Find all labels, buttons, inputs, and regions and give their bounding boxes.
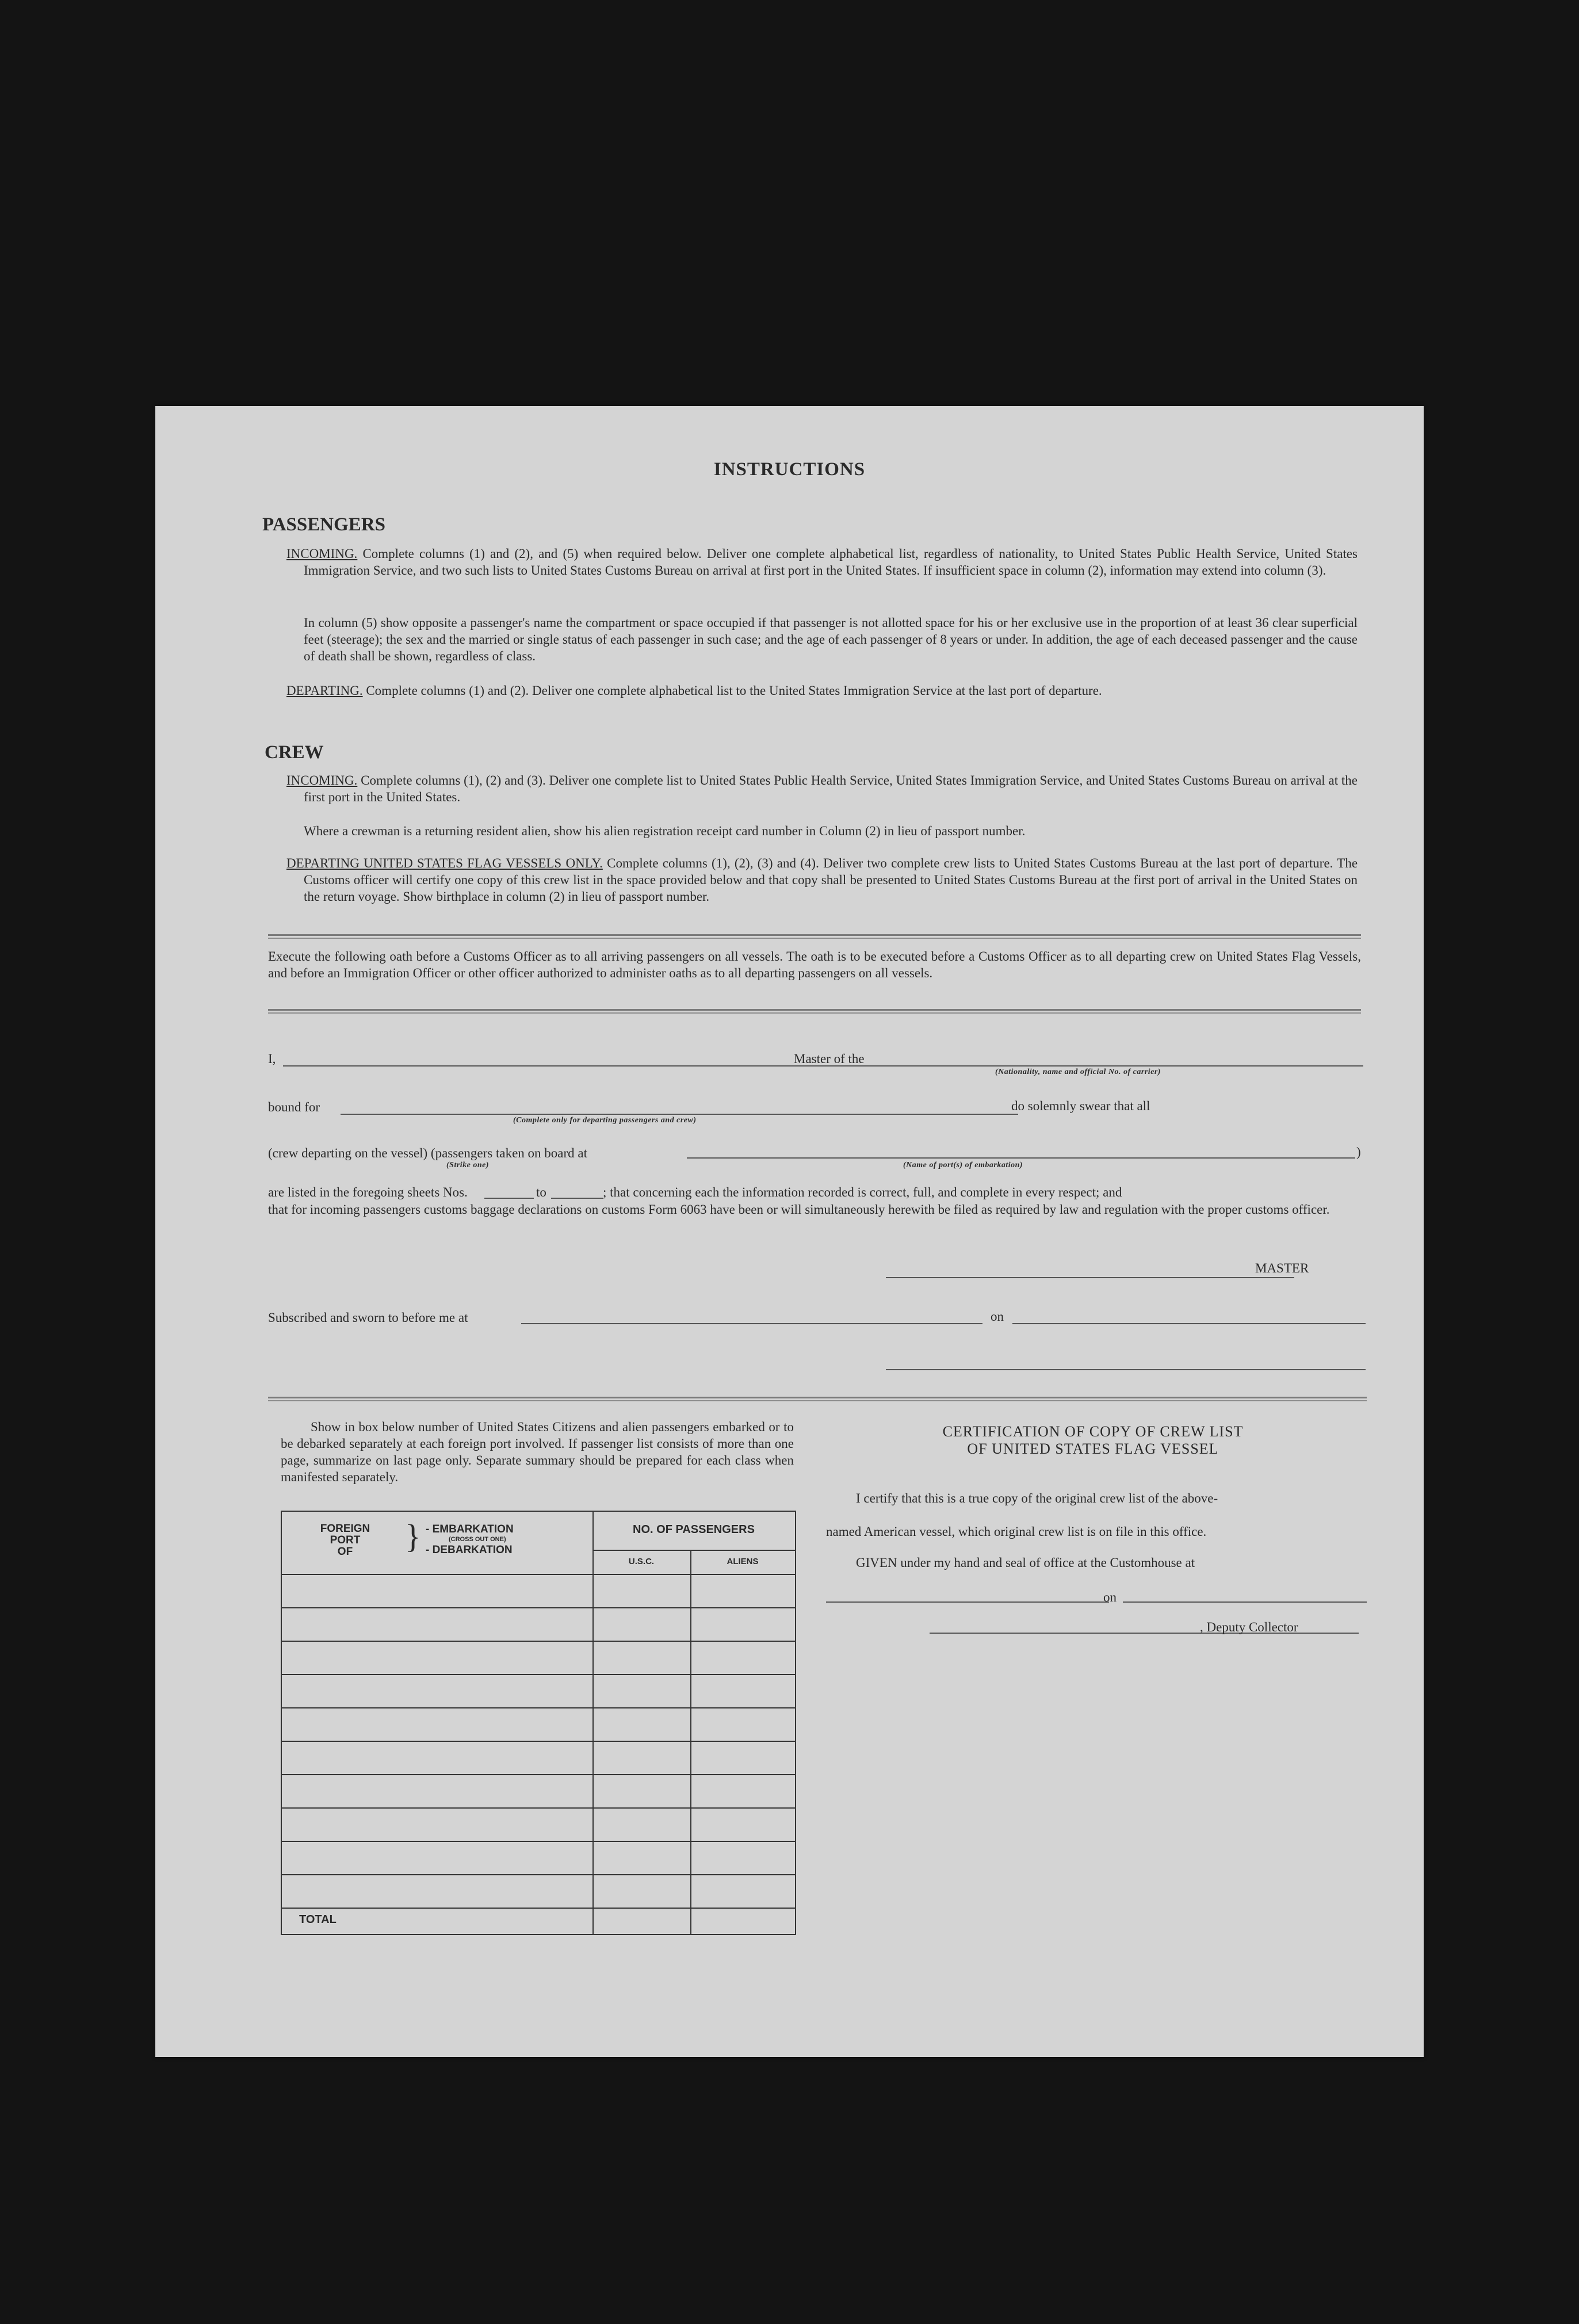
passengers-column5-paragraph: In column (5) show opposite a passenger's name the compartment or space occupied if that passenger is not allotted space for his or her exclusive use in the proportion of at least 36 clear superficial feet (steerage); the sex and the married or single status of each passenger in such case; and the age of each passenger of 8 years or under. In addition, the age of each deceased passenger and the cause of death shall be shown, regardless of class.: [304, 616, 1358, 663]
sheet-to-field[interactable]: [551, 1198, 603, 1199]
page-title: INSTRUCTIONS: [713, 459, 866, 480]
crew-incoming-text: Complete columns (1), (2) and (3). Deliver one complete list to United States Public Health Service, United States Immigration Service, and United States Customs Bureau on arrival at the first port in the United States.: [304, 773, 1358, 804]
table-row[interactable]: [282, 1807, 795, 1809]
section-divider: [268, 934, 1361, 939]
listed-start: are listed in the foregoing sheets Nos.: [268, 1185, 468, 1199]
table-row[interactable]: [282, 1908, 795, 1909]
table-divider: [592, 1550, 795, 1551]
table-row[interactable]: [282, 1607, 795, 1608]
master-of-label: Master of the: [794, 1052, 865, 1066]
master-label: MASTER: [1255, 1261, 1309, 1275]
certification-line-3: GIVEN under my hand and seal of office at the Customhouse at: [856, 1555, 1195, 1570]
oath-i-label: I,: [268, 1052, 276, 1066]
table-row[interactable]: [282, 1674, 795, 1675]
crew-resident-paragraph: Where a crewman is a returning resident alien, show his alien registration receipt card number in Column (2) in lieu of passport number.: [304, 824, 1026, 838]
bound-for-caption: (Complete only for departing passengers and crew): [513, 1116, 697, 1125]
table-row[interactable]: [282, 1641, 795, 1642]
crew-departing-paragraph: [286, 855, 1358, 905]
to-label: to: [536, 1185, 546, 1199]
no-of-passengers-header: NO. OF PASSENGERS: [633, 1523, 755, 1536]
crew-incoming-paragraph: [286, 772, 1358, 805]
section-divider: [268, 1009, 1361, 1014]
bound-for-label: bound for: [268, 1100, 320, 1114]
table-row[interactable]: [282, 1774, 795, 1775]
passengers-incoming-label: INCOMING.: [286, 546, 358, 561]
passengers-incoming-paragraph: [286, 545, 1358, 579]
crew-incoming-label: INCOMING.: [286, 773, 358, 788]
table-row[interactable]: [282, 1707, 795, 1708]
passengers-departing-text: Complete columns (1) and (2). Deliver one complete alphabetical list to the United States Immigration Service at the last port of departure.: [366, 683, 1102, 698]
table-row[interactable]: [282, 1741, 795, 1742]
close-paren: ): [1356, 1145, 1361, 1159]
sworn-on-label: on: [991, 1309, 1004, 1324]
carrier-field[interactable]: [886, 1065, 1363, 1067]
passenger-summary-table: [281, 1511, 796, 1935]
usc-header: U.S.C.: [628, 1557, 655, 1566]
master-signature-field[interactable]: [886, 1277, 1294, 1278]
port-caption: (Name of port(s) of embarkation): [903, 1161, 1023, 1169]
strike-one-caption: (Strike one): [446, 1161, 490, 1169]
debarkation-label[interactable]: - DEBARKATION: [426, 1544, 513, 1556]
sworn-date-field[interactable]: [1012, 1323, 1366, 1324]
certification-date-field[interactable]: [1123, 1601, 1367, 1603]
table-row[interactable]: [282, 1841, 795, 1842]
deputy-collector-label: , Deputy Collector: [1200, 1620, 1298, 1634]
carrier-caption: (Nationality, name and official No. of carrier): [995, 1068, 1161, 1076]
officer-signature-field[interactable]: [886, 1369, 1366, 1370]
form-page: [155, 406, 1424, 2057]
crew-departing-label: DEPARTING UNITED STATES FLAG VESSELS ONLY.: [286, 856, 603, 870]
passengers-departing-paragraph: [286, 682, 1358, 699]
certification-line-2: named American vessel, which original crew list is on file in this office.: [826, 1524, 1207, 1539]
certification-title-1: CERTIFICATION OF COPY OF CREW LIST: [942, 1423, 1244, 1440]
crew-departing-text: Complete columns (1), (2), (3) and (4). Deliver two complete crew lists to United States Customs Bureau at the last port of departure. The Customs officer will certify one copy of this crew list in the space provided below and that copy shall be presented to United States Customs Bureau at the first port of arrival in the United States on the return voyage. Show birthplace in column (2) in lieu of passport number.: [304, 856, 1358, 904]
brace-icon: }: [405, 1518, 421, 1555]
sworn-place-field[interactable]: [521, 1323, 982, 1324]
cross-out-caption: (CROSS OUT ONE): [449, 1536, 506, 1543]
sheet-from-field[interactable]: [484, 1198, 534, 1199]
passengers-heading: PASSENGERS: [262, 514, 385, 535]
aliens-header: ALIENS: [727, 1557, 759, 1566]
summary-instructions: Show in box below number of United States Citizens and alien passengers embarked or to be debarked separately at each foreign port involved. If passenger list consists of more than one page, summarize on last page only. Separate summary should be prepared for each class when manifested separately.: [281, 1420, 794, 1484]
certification-line-1: I certify that this is a true copy of the original crew list of the above-: [856, 1491, 1218, 1505]
table-row[interactable]: [282, 1874, 795, 1875]
total-label: TOTAL: [299, 1913, 337, 1926]
certification-title-2: OF UNITED STATES FLAG VESSEL: [967, 1440, 1219, 1457]
table-divider: [282, 1574, 795, 1575]
foreign-port-of: FOREIGN PORT OF: [320, 1523, 370, 1558]
oath-instructions: Execute the following oath before a Customs Officer as to all arriving passengers on all vessels. The oath is to be executed before a Customs Officer as to all departing crew on United States Flag Vessels, and before an Immigration Officer or other officer authorized to administer oaths as to all departing passengers on all vessels.: [268, 949, 1361, 980]
embarkation-label[interactable]: - EMBARKATION: [426, 1523, 514, 1535]
customhouse-field[interactable]: [826, 1601, 1109, 1603]
subscribed-label: Subscribed and sworn to before me at: [268, 1310, 468, 1325]
passengers-incoming-text: Complete columns (1) and (2), and (5) when required below. Deliver one complete alphabetical list, regardless of nationality, to United States Public Health Service, United States Immigration Service, and two such lists to United States Customs Bureau on arrival at first port in the United States. If insufficient space in column (2), information may extend into column (3).: [304, 546, 1358, 578]
listed-continuation: that for incoming passengers customs baggage declarations on customs Form 6063 have been or will simultaneously herewith be filed as required by law and regulation with the proper customs officer.: [268, 1202, 1330, 1217]
section-divider: [268, 1397, 1367, 1401]
table-divider: [592, 1512, 594, 1934]
swear-label: do solemnly swear that all: [1011, 1099, 1150, 1113]
crew-heading: CREW: [265, 742, 324, 763]
crew-passengers-label: (crew departing on the vessel) (passengers taken on board at: [268, 1146, 587, 1160]
certification-on-label: on: [1103, 1590, 1117, 1604]
bound-for-field[interactable]: [341, 1114, 1018, 1115]
embarkation-port-field[interactable]: [687, 1157, 1355, 1159]
passengers-departing-label: DEPARTING.: [286, 683, 363, 698]
listed-end: ; that concerning each the information recorded is correct, full, and complete in every respect; and: [603, 1185, 1122, 1199]
